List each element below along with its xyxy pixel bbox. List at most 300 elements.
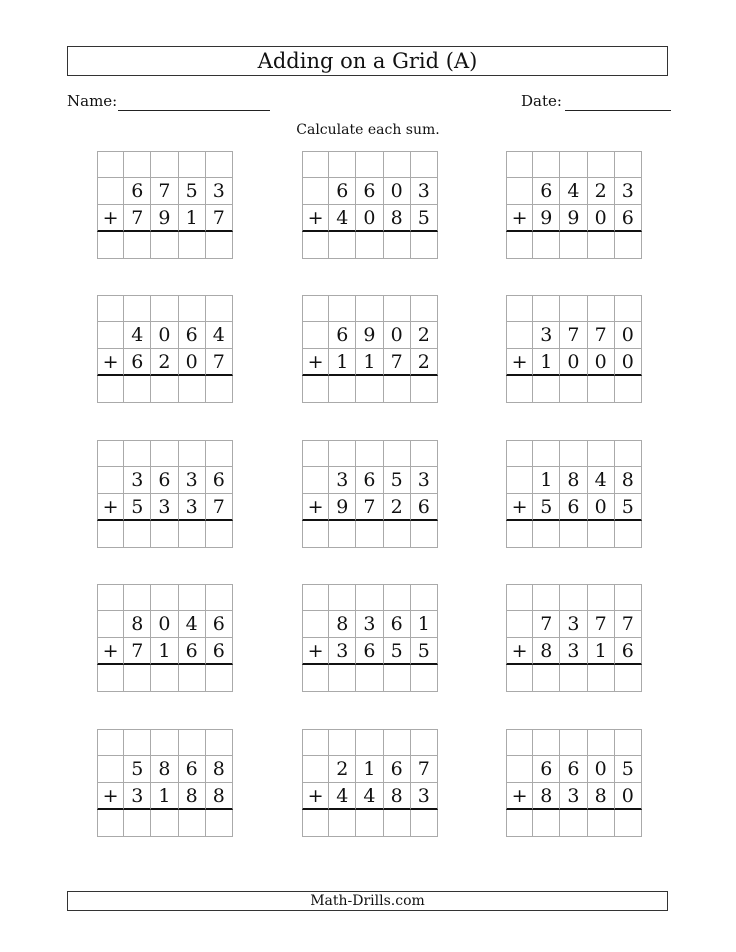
addend-digit: 1	[356, 756, 383, 783]
carry-cell[interactable]	[411, 151, 438, 178]
addend-digit: 3	[179, 494, 206, 521]
grid-cell	[302, 322, 329, 349]
answer-cell[interactable]	[506, 376, 533, 403]
addend-digit: 6	[151, 467, 178, 494]
answer-cell[interactable]	[411, 376, 438, 403]
addend-digit: 7	[124, 205, 151, 232]
addend-digit: 7	[356, 494, 383, 521]
carry-cell[interactable]	[124, 151, 151, 178]
answer-cell[interactable]	[356, 810, 383, 837]
date-label: Date:	[521, 92, 562, 110]
carry-cell[interactable]	[329, 151, 356, 178]
addend-digit: 6	[533, 756, 560, 783]
addend-digit: 7	[124, 638, 151, 665]
answer-cell[interactable]	[151, 521, 178, 548]
answer-cell[interactable]	[506, 232, 533, 259]
addend-digit: 1	[533, 467, 560, 494]
carry-cell[interactable]	[588, 729, 615, 756]
carry-cell[interactable]	[560, 151, 587, 178]
carry-cell[interactable]	[179, 295, 206, 322]
addend-digit: 8	[588, 783, 615, 810]
carry-cell[interactable]	[506, 584, 533, 611]
addend-digit: 6	[329, 178, 356, 205]
carry-cell[interactable]	[615, 729, 642, 756]
addend-digit: 7	[206, 349, 233, 376]
grid-cell	[506, 467, 533, 494]
addend-digit: 7	[588, 322, 615, 349]
addend-digit: 5	[384, 467, 411, 494]
carry-cell[interactable]	[533, 295, 560, 322]
answer-cell[interactable]	[588, 376, 615, 403]
addend-digit: 6	[384, 611, 411, 638]
addend-digit: 6	[533, 178, 560, 205]
carry-cell[interactable]	[506, 729, 533, 756]
answer-cell[interactable]	[179, 665, 206, 692]
addend-digit: 6	[124, 178, 151, 205]
plus-sign: +	[302, 349, 329, 376]
answer-cell[interactable]	[151, 376, 178, 403]
carry-cell[interactable]	[302, 729, 329, 756]
carry-cell[interactable]	[124, 584, 151, 611]
carry-cell[interactable]	[615, 584, 642, 611]
answer-cell[interactable]	[97, 665, 124, 692]
addend-digit: 8	[206, 756, 233, 783]
addition-problem-grid	[302, 295, 438, 403]
answer-cell[interactable]	[206, 376, 233, 403]
grid-cell	[97, 467, 124, 494]
carry-cell[interactable]	[384, 440, 411, 467]
carry-cell[interactable]	[533, 729, 560, 756]
addend-digit: 5	[615, 494, 642, 521]
carry-cell[interactable]	[356, 295, 383, 322]
answer-cell[interactable]	[506, 665, 533, 692]
addend-digit: 6	[384, 756, 411, 783]
footer-site-name: Math-Drills.com	[67, 891, 668, 911]
carry-cell[interactable]	[206, 584, 233, 611]
answer-cell[interactable]	[329, 665, 356, 692]
addend-digit: 4	[329, 783, 356, 810]
carry-cell[interactable]	[329, 584, 356, 611]
addend-digit: 6	[206, 611, 233, 638]
carry-cell[interactable]	[588, 584, 615, 611]
answer-cell[interactable]	[384, 232, 411, 259]
carry-cell[interactable]	[411, 295, 438, 322]
addend-digit: 4	[560, 178, 587, 205]
answer-cell[interactable]	[615, 232, 642, 259]
carry-cell[interactable]	[384, 729, 411, 756]
plus-sign: +	[506, 494, 533, 521]
carry-cell[interactable]	[356, 584, 383, 611]
addend-digit: 2	[588, 178, 615, 205]
carry-cell[interactable]	[560, 584, 587, 611]
plus-sign: +	[506, 783, 533, 810]
grid-cell	[97, 178, 124, 205]
answer-cell[interactable]	[329, 376, 356, 403]
addition-problem-grid	[97, 729, 233, 837]
answer-cell[interactable]	[384, 810, 411, 837]
carry-cell[interactable]	[97, 729, 124, 756]
addition-problem-grid	[97, 584, 233, 692]
addend-digit: 9	[560, 205, 587, 232]
addend-digit: 6	[560, 756, 587, 783]
answer-cell[interactable]	[615, 376, 642, 403]
addend-digit: 8	[151, 756, 178, 783]
carry-cell[interactable]	[506, 295, 533, 322]
addend-digit: 5	[124, 756, 151, 783]
addend-digit: 1	[533, 349, 560, 376]
addend-digit: 0	[588, 349, 615, 376]
answer-cell[interactable]	[124, 232, 151, 259]
addend-digit: 5	[384, 638, 411, 665]
addend-digit: 1	[411, 611, 438, 638]
addition-problem-grid	[97, 295, 233, 403]
addend-digit: 2	[384, 494, 411, 521]
answer-cell[interactable]	[302, 376, 329, 403]
answer-cell[interactable]	[356, 665, 383, 692]
carry-cell[interactable]	[615, 295, 642, 322]
answer-cell[interactable]	[124, 810, 151, 837]
addend-digit: 8	[384, 783, 411, 810]
addend-digit: 8	[124, 611, 151, 638]
addend-digit: 7	[411, 756, 438, 783]
carry-cell[interactable]	[124, 729, 151, 756]
answer-cell[interactable]	[560, 376, 587, 403]
addend-digit: 7	[206, 494, 233, 521]
answer-cell[interactable]	[588, 521, 615, 548]
addend-digit: 0	[384, 178, 411, 205]
answer-cell[interactable]	[384, 521, 411, 548]
answer-cell[interactable]	[560, 232, 587, 259]
addend-digit: 3	[124, 467, 151, 494]
addend-digit: 8	[615, 467, 642, 494]
addend-digit: 1	[151, 638, 178, 665]
plus-sign: +	[97, 638, 124, 665]
carry-cell[interactable]	[206, 295, 233, 322]
answer-cell[interactable]	[356, 376, 383, 403]
addend-digit: 6	[356, 638, 383, 665]
answer-cell[interactable]	[411, 232, 438, 259]
answer-cell[interactable]	[615, 521, 642, 548]
addend-digit: 0	[588, 756, 615, 783]
answer-cell[interactable]	[506, 521, 533, 548]
carry-cell[interactable]	[179, 584, 206, 611]
addend-digit: 5	[615, 756, 642, 783]
carry-cell[interactable]	[506, 151, 533, 178]
addend-digit: 3	[411, 178, 438, 205]
grid-cell	[97, 322, 124, 349]
addend-digit: 7	[615, 611, 642, 638]
addend-digit: 2	[411, 322, 438, 349]
carry-cell[interactable]	[560, 729, 587, 756]
carry-cell[interactable]	[151, 295, 178, 322]
carry-cell[interactable]	[206, 729, 233, 756]
carry-cell[interactable]	[329, 729, 356, 756]
addition-problem-grid	[97, 440, 233, 548]
answer-cell[interactable]	[356, 232, 383, 259]
addend-digit: 2	[151, 349, 178, 376]
addend-digit: 0	[151, 322, 178, 349]
answer-cell[interactable]	[329, 810, 356, 837]
answer-cell[interactable]	[411, 665, 438, 692]
addend-digit: 0	[615, 322, 642, 349]
addend-digit: 3	[206, 178, 233, 205]
addend-digit: 8	[179, 783, 206, 810]
answer-cell[interactable]	[533, 810, 560, 837]
addend-digit: 5	[533, 494, 560, 521]
grid-cell	[506, 322, 533, 349]
carry-cell[interactable]	[302, 295, 329, 322]
carry-cell[interactable]	[151, 151, 178, 178]
addend-digit: 0	[384, 322, 411, 349]
carry-cell[interactable]	[329, 440, 356, 467]
grid-cell	[506, 611, 533, 638]
addend-digit: 7	[560, 322, 587, 349]
addend-digit: 6	[615, 205, 642, 232]
worksheet-title: Adding on a Grid (A)	[67, 46, 668, 76]
addend-digit: 3	[615, 178, 642, 205]
addend-digit: 7	[588, 611, 615, 638]
addend-digit: 7	[384, 349, 411, 376]
carry-cell[interactable]	[124, 295, 151, 322]
answer-cell[interactable]	[615, 810, 642, 837]
plus-sign: +	[97, 494, 124, 521]
answer-cell[interactable]	[302, 810, 329, 837]
name-label: Name:	[67, 92, 118, 110]
carry-cell[interactable]	[206, 440, 233, 467]
plus-sign: +	[97, 205, 124, 232]
addend-digit: 3	[356, 611, 383, 638]
addend-digit: 1	[179, 205, 206, 232]
addend-digit: 8	[560, 467, 587, 494]
answer-cell[interactable]	[97, 810, 124, 837]
name-field[interactable]	[118, 110, 270, 111]
answer-cell[interactable]	[124, 376, 151, 403]
addition-problem-grid	[506, 151, 642, 259]
answer-cell[interactable]	[151, 810, 178, 837]
carry-cell[interactable]	[411, 729, 438, 756]
plus-sign: +	[302, 494, 329, 521]
addend-digit: 3	[411, 467, 438, 494]
answer-cell[interactable]	[206, 521, 233, 548]
answer-cell[interactable]	[97, 376, 124, 403]
answer-cell[interactable]	[179, 232, 206, 259]
addend-digit: 3	[560, 638, 587, 665]
answer-cell[interactable]	[179, 376, 206, 403]
addend-digit: 5	[179, 178, 206, 205]
answer-cell[interactable]	[302, 665, 329, 692]
addend-digit: 2	[411, 349, 438, 376]
answer-cell[interactable]	[560, 665, 587, 692]
addend-digit: 0	[588, 494, 615, 521]
answer-cell[interactable]	[151, 665, 178, 692]
grid-cell	[302, 467, 329, 494]
carry-cell[interactable]	[533, 440, 560, 467]
addend-digit: 2	[329, 756, 356, 783]
grid-cell	[506, 756, 533, 783]
answer-cell[interactable]	[533, 376, 560, 403]
carry-cell[interactable]	[506, 440, 533, 467]
answer-cell[interactable]	[384, 665, 411, 692]
addend-digit: 6	[411, 494, 438, 521]
carry-cell[interactable]	[302, 440, 329, 467]
carry-cell[interactable]	[384, 151, 411, 178]
addend-digit: 6	[124, 349, 151, 376]
carry-cell[interactable]	[560, 440, 587, 467]
answer-cell[interactable]	[560, 810, 587, 837]
addend-digit: 0	[588, 205, 615, 232]
addition-problem-grid	[97, 151, 233, 259]
addend-digit: 8	[533, 638, 560, 665]
addend-digit: 6	[356, 178, 383, 205]
answer-cell[interactable]	[329, 521, 356, 548]
addend-digit: 4	[356, 783, 383, 810]
answer-cell[interactable]	[206, 665, 233, 692]
carry-cell[interactable]	[533, 151, 560, 178]
addend-digit: 9	[356, 322, 383, 349]
plus-sign: +	[506, 205, 533, 232]
answer-cell[interactable]	[329, 232, 356, 259]
answer-cell[interactable]	[179, 810, 206, 837]
addend-digit: 1	[356, 349, 383, 376]
answer-cell[interactable]	[533, 665, 560, 692]
carry-cell[interactable]	[356, 729, 383, 756]
answer-cell[interactable]	[97, 521, 124, 548]
addend-digit: 7	[151, 178, 178, 205]
addend-digit: 6	[179, 322, 206, 349]
answer-cell[interactable]	[588, 810, 615, 837]
addend-digit: 3	[560, 783, 587, 810]
addend-digit: 1	[588, 638, 615, 665]
addend-digit: 6	[206, 638, 233, 665]
answer-cell[interactable]	[302, 232, 329, 259]
answer-cell[interactable]	[588, 232, 615, 259]
answer-cell[interactable]	[533, 521, 560, 548]
addend-digit: 6	[356, 467, 383, 494]
addend-digit: 3	[533, 322, 560, 349]
addend-digit: 6	[560, 494, 587, 521]
carry-cell[interactable]	[384, 584, 411, 611]
addend-digit: 8	[329, 611, 356, 638]
carry-cell[interactable]	[533, 584, 560, 611]
plus-sign: +	[302, 205, 329, 232]
addition-problem-grid	[506, 584, 642, 692]
addend-digit: 8	[533, 783, 560, 810]
addend-digit: 4	[206, 322, 233, 349]
addend-digit: 0	[615, 783, 642, 810]
addend-digit: 4	[124, 322, 151, 349]
addend-digit: 3	[329, 467, 356, 494]
carry-cell[interactable]	[97, 151, 124, 178]
addend-digit: 9	[329, 494, 356, 521]
answer-cell[interactable]	[411, 521, 438, 548]
addend-digit: 3	[329, 638, 356, 665]
grid-cell	[302, 178, 329, 205]
addend-digit: 1	[329, 349, 356, 376]
answer-cell[interactable]	[206, 810, 233, 837]
carry-cell[interactable]	[151, 440, 178, 467]
carry-cell[interactable]	[615, 151, 642, 178]
addend-digit: 6	[329, 322, 356, 349]
carry-cell[interactable]	[124, 440, 151, 467]
carry-cell[interactable]	[151, 729, 178, 756]
carry-cell[interactable]	[206, 151, 233, 178]
addend-digit: 0	[615, 349, 642, 376]
addend-digit: 0	[179, 349, 206, 376]
answer-cell[interactable]	[615, 665, 642, 692]
answer-cell[interactable]	[533, 232, 560, 259]
answer-cell[interactable]	[588, 665, 615, 692]
carry-cell[interactable]	[411, 584, 438, 611]
carry-cell[interactable]	[302, 151, 329, 178]
addend-digit: 3	[411, 783, 438, 810]
addend-digit: 6	[179, 756, 206, 783]
carry-cell[interactable]	[384, 295, 411, 322]
answer-cell[interactable]	[302, 521, 329, 548]
answer-cell[interactable]	[560, 521, 587, 548]
carry-cell[interactable]	[97, 295, 124, 322]
carry-cell[interactable]	[302, 584, 329, 611]
addend-digit: 3	[124, 783, 151, 810]
answer-cell[interactable]	[411, 810, 438, 837]
carry-cell[interactable]	[588, 440, 615, 467]
addend-digit: 8	[384, 205, 411, 232]
addition-problem-grid	[302, 729, 438, 837]
addend-digit: 1	[151, 783, 178, 810]
answer-cell[interactable]	[151, 232, 178, 259]
addend-digit: 3	[179, 467, 206, 494]
grid-cell	[302, 611, 329, 638]
carry-cell[interactable]	[356, 151, 383, 178]
grid-cell	[97, 756, 124, 783]
answer-cell[interactable]	[97, 232, 124, 259]
grid-cell	[506, 178, 533, 205]
carry-cell[interactable]	[179, 151, 206, 178]
addition-problem-grid	[302, 584, 438, 692]
answer-cell[interactable]	[124, 665, 151, 692]
addend-digit: 6	[615, 638, 642, 665]
carry-cell[interactable]	[411, 440, 438, 467]
carry-cell[interactable]	[97, 440, 124, 467]
carry-cell[interactable]	[356, 440, 383, 467]
addend-digit: 4	[588, 467, 615, 494]
carry-cell[interactable]	[97, 584, 124, 611]
addend-digit: 5	[411, 205, 438, 232]
answer-cell[interactable]	[356, 521, 383, 548]
addend-digit: 0	[151, 611, 178, 638]
carry-cell[interactable]	[588, 295, 615, 322]
addition-problem-grid	[302, 440, 438, 548]
date-field[interactable]	[565, 110, 671, 111]
carry-cell[interactable]	[615, 440, 642, 467]
addend-digit: 6	[179, 638, 206, 665]
answer-cell[interactable]	[206, 232, 233, 259]
answer-cell[interactable]	[506, 810, 533, 837]
carry-cell[interactable]	[179, 729, 206, 756]
answer-cell[interactable]	[384, 376, 411, 403]
answer-cell[interactable]	[124, 521, 151, 548]
addition-problem-grid	[506, 440, 642, 548]
addend-digit: 5	[124, 494, 151, 521]
addition-problem-grid	[302, 151, 438, 259]
carry-cell[interactable]	[329, 295, 356, 322]
addend-digit: 5	[411, 638, 438, 665]
answer-cell[interactable]	[179, 521, 206, 548]
carry-cell[interactable]	[588, 151, 615, 178]
carry-cell[interactable]	[179, 440, 206, 467]
carry-cell[interactable]	[560, 295, 587, 322]
carry-cell[interactable]	[151, 584, 178, 611]
plus-sign: +	[302, 638, 329, 665]
